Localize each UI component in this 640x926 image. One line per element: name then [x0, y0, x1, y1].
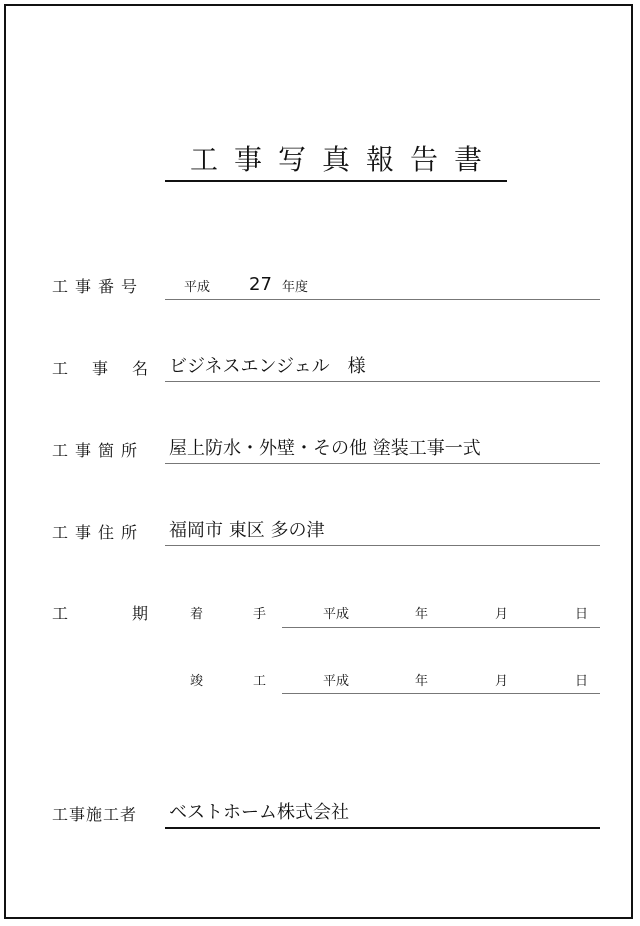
end-era: 平成 [323, 674, 350, 689]
construction-name-underline [165, 381, 600, 382]
start-year: 年 [415, 607, 429, 622]
construction-period-label: 工 期 [52, 604, 148, 623]
construction-address-value: 福岡市 東区 多の津 [169, 520, 325, 541]
end-underline [282, 693, 600, 694]
construction-number-suffix: 年度 [282, 280, 309, 295]
construction-address-underline [165, 545, 600, 546]
start-era: 平成 [323, 607, 350, 622]
title-underline [165, 180, 507, 182]
start-label: 着 手 [190, 607, 266, 622]
contractor-label: 工事施工者 [52, 805, 138, 824]
start-underline [282, 627, 600, 628]
construction-place-label: 工事箇所 [52, 441, 145, 460]
end-month: 月 [495, 674, 509, 689]
construction-place-underline [165, 463, 600, 464]
document-title: 工事写真報告書 [189, 143, 498, 176]
construction-name-label: 工 事 名 [52, 359, 148, 378]
construction-address-label: 工事住所 [52, 523, 145, 542]
start-month: 月 [495, 607, 509, 622]
construction-number-label: 工事番号 [52, 277, 145, 296]
contractor-value: ベストホーム株式会社 [169, 802, 349, 823]
construction-place-value: 屋上防水・外壁・その他 塗装工事一式 [169, 438, 481, 459]
end-label: 竣 工 [190, 674, 266, 689]
contractor-underline [165, 827, 600, 829]
construction-number-underline [165, 299, 600, 300]
end-day: 日 [575, 674, 589, 689]
construction-number-year: 27 [249, 274, 272, 295]
construction-name-value: ビジネスエンジェル 様 [169, 356, 366, 377]
end-year: 年 [415, 674, 429, 689]
start-day: 日 [575, 607, 589, 622]
construction-number-era: 平成 [184, 280, 211, 295]
